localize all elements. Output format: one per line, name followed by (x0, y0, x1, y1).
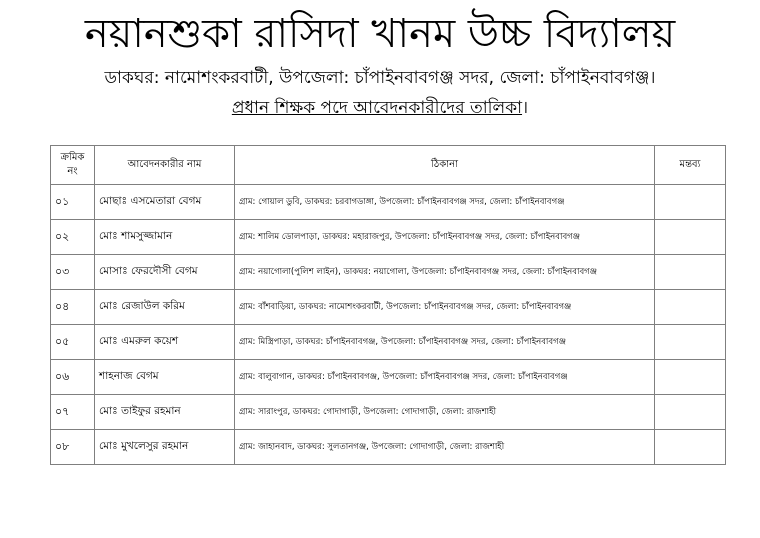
cell-address: গ্রাম: গোয়াল ডুবি, ডাকঘর: চরবাগডাঙ্গা, উপজেলা: চাঁপাইনবাবগঞ্জ সদর, জেলা: চাঁপাইনবাবগঞ্জ (235, 185, 655, 220)
cell-remarks (655, 360, 726, 395)
cell-remarks (655, 325, 726, 360)
cell-serial: ০৫ (51, 325, 95, 360)
cell-address: গ্রাম: সারাংপুর, ডাকঘর: গোদাগাড়ী, উপজেলা: গোদাগাড়ী, জেলা: রাজশাহী (235, 395, 655, 430)
school-address: ডাকঘর: নামোশংকরবাটী, উপজেলা: চাঁপাইনবাবগঞ্জ সদর, জেলা: চাঁপাইনবাবগঞ্জ। (104, 68, 656, 88)
cell-serial: ০২ (51, 220, 95, 255)
cell-name: মোঃ তাইফুর রহমান (95, 395, 235, 430)
cell-name: শাহনাজ বেগম (95, 360, 235, 395)
table-row (51, 220, 726, 255)
cell-address: গ্রাম: মিস্ত্রিপাড়া, ডাকঘর: চাঁপাইনবাবগঞ্জ, উপজেলা: চাঁপাইনবাবগঞ্জ সদর, জেলা: চাঁপাইনবাবগঞ্জ (235, 325, 655, 360)
cell-serial: ০৮ (51, 430, 95, 465)
table-row (51, 325, 726, 360)
cell-remarks (655, 220, 726, 255)
cell-remarks (655, 185, 726, 220)
cell-name: মোসাঃ ফেরদৌসী বেগম (95, 255, 235, 290)
list-title (0, 96, 760, 120)
cell-remarks (655, 395, 726, 430)
cell-serial: ০১ (51, 185, 95, 220)
cell-remarks (655, 430, 726, 465)
cell-name: মোঃ শামসুজ্জামান (95, 220, 235, 255)
cell-serial: ০৭ (51, 395, 95, 430)
cell-address: গ্রাম: নয়াগোলা(পুলিশ লাইন), ডাকঘর: নয়াগোলা, উপজেলা: চাঁপাইনবাবগঞ্জ সদর, জেলা: চাঁপাইনবাবগঞ্জ (235, 255, 655, 290)
table-row (51, 395, 726, 430)
cell-address: গ্রাম: শালিম ডোলপাড়া, ডাকঘর: মহারাজপুর, উপজেলা: চাঁপাইনবাবগঞ্জ সদর, জেলা: চাঁপাইনবাবগঞ্জ (235, 220, 655, 255)
cell-address: গ্রাম: বাঁশবাড়িয়া, ডাকঘর: নামোশংকরবাটী, উপজেলা: চাঁপাইনবাবগঞ্জ সদর, জেলা: চাঁপাইনবাবগঞ্জ (235, 290, 655, 325)
cell-address: গ্রাম: জাহানবাদ, ডাকঘর: সুলতানগঞ্জ, উপজেলা: গোদাগাড়ী, জেলা: রাজশাহী (235, 430, 655, 465)
column-header-serial: ক্রমিক নং (51, 146, 95, 185)
cell-name: মোঃ মুখলেসুর রহমান (95, 430, 235, 465)
cell-name: মোঃ এমরুল কয়েশ (95, 325, 235, 360)
table-row (51, 255, 726, 290)
column-header-name: আবেদনকারীর নাম (95, 146, 235, 185)
cell-serial: ০৩ (51, 255, 95, 290)
cell-address: গ্রাম: বালুবাগান, ডাকঘর: চাঁপাইনবাবগঞ্জ, উপজেলা: চাঁপাইনবাবগঞ্জ সদর, জেলা: চাঁপাইনবাবগঞ্জ (235, 360, 655, 395)
school-name: নয়ানশুকা রাসিদা খানম উচ্চ বিদ্যালয় (84, 11, 676, 57)
cell-serial: ০৬ (51, 360, 95, 395)
table-row (51, 290, 726, 325)
list-title-end: । (522, 98, 529, 118)
applicant-table (50, 145, 726, 465)
column-header-address: ঠিকানা (235, 146, 655, 185)
cell-remarks (655, 255, 726, 290)
table-header-row (51, 146, 726, 185)
table-row (51, 360, 726, 395)
cell-name: মোঃ রেজাউল করিম (95, 290, 235, 325)
cell-serial: ০৪ (51, 290, 95, 325)
cell-name: মোছাঃ এসমেতারা বেগম (95, 185, 235, 220)
table-row (51, 430, 726, 465)
column-header-remarks: মন্তব্য (655, 146, 726, 185)
list-title-text: প্রধান শিক্ষক পদে আবেদনকারীদের তালিকা (231, 98, 523, 118)
cell-remarks (655, 290, 726, 325)
table-row (51, 185, 726, 220)
